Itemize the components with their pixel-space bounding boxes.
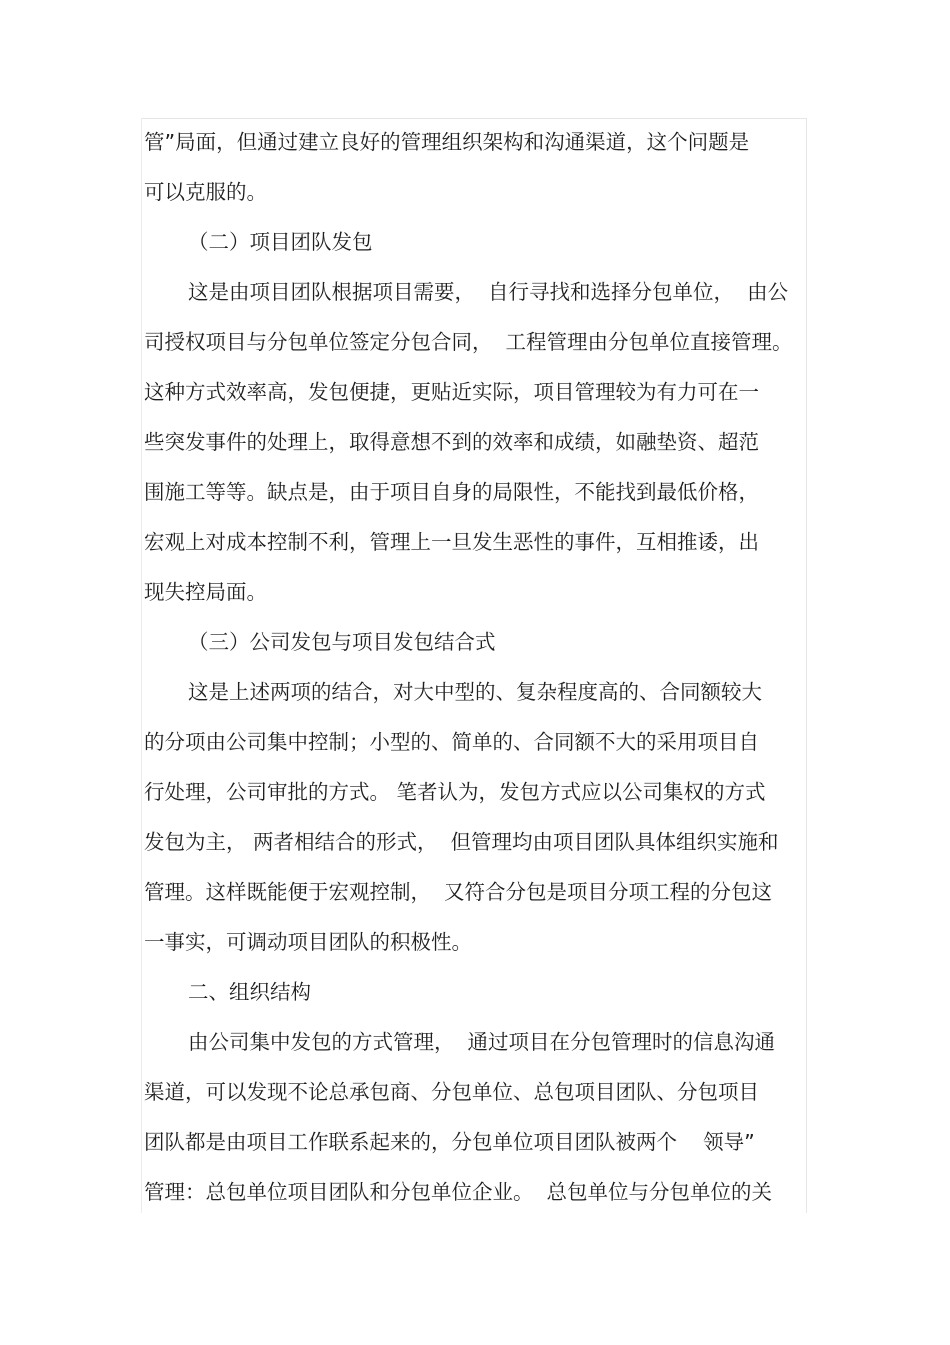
text-line: 管理。这样既能便于宏观控制， 又符合分包是项目分项工程的分包这: [144, 880, 773, 904]
text-line: 管理：总包单位项目团队和分包单位企业。 总包单位与分包单位的关: [144, 1180, 773, 1204]
text-line: 团队都是由项目工作联系起来的，分包单位项目团队被两个 领导”: [144, 1130, 755, 1154]
text-line: 司授权项目与分包单位签定分包合同， 工程管理由分包单位直接管理。: [144, 330, 793, 354]
text-line: 由公司集中发包的方式管理， 通过项目在分包管理时的信息沟通: [188, 1030, 776, 1054]
text-line: 管”局面，但通过建立良好的管理组织架构和沟通渠道，这个问题是: [144, 130, 750, 154]
text-line: 发包为主， 两者相结合的形式， 但管理均由项目团队具体组织实施和: [144, 830, 779, 854]
text-line: 行处理，公司审批的方式。 笔者认为，发包方式应以公司集权的方式: [144, 780, 766, 804]
text-line: 宏观上对成本控制不利，管理上一旦发生恶性的事件，互相推诿，出: [144, 530, 759, 554]
text-line: 渠道，可以发现不论总承包商、分包单位、总包项目团队、分包项目: [144, 1080, 759, 1104]
text-line: 可以克服的。: [144, 180, 267, 204]
section-heading: 二、组织结构: [188, 980, 311, 1004]
text-line: 现失控局面。: [144, 580, 267, 604]
text-line: 些突发事件的处理上，取得意想不到的效率和成绩，如融垫资、超范: [144, 430, 759, 454]
text-line: 围施工等等。缺点是，由于项目自身的局限性，不能找到最低价格，: [144, 480, 759, 504]
text-line: 这是由项目团队根据项目需要， 自行寻找和选择分包单位， 由公: [188, 280, 789, 304]
text-line: 的分项由公司集中控制；小型的、简单的、合同额不大的采用项目自: [144, 730, 759, 754]
text-line: 这种方式效率高，发包便捷，更贴近实际，项目管理较为有力可在一: [144, 380, 759, 404]
text-line: 这是上述两项的结合，对大中型的、复杂程度高的、合同额较大: [188, 680, 762, 704]
section-heading: （二）项目团队发包: [188, 230, 373, 254]
text-line: 一事实，可调动项目团队的积极性。: [144, 930, 472, 954]
section-heading: （三）公司发包与项目发包结合式: [188, 630, 496, 654]
